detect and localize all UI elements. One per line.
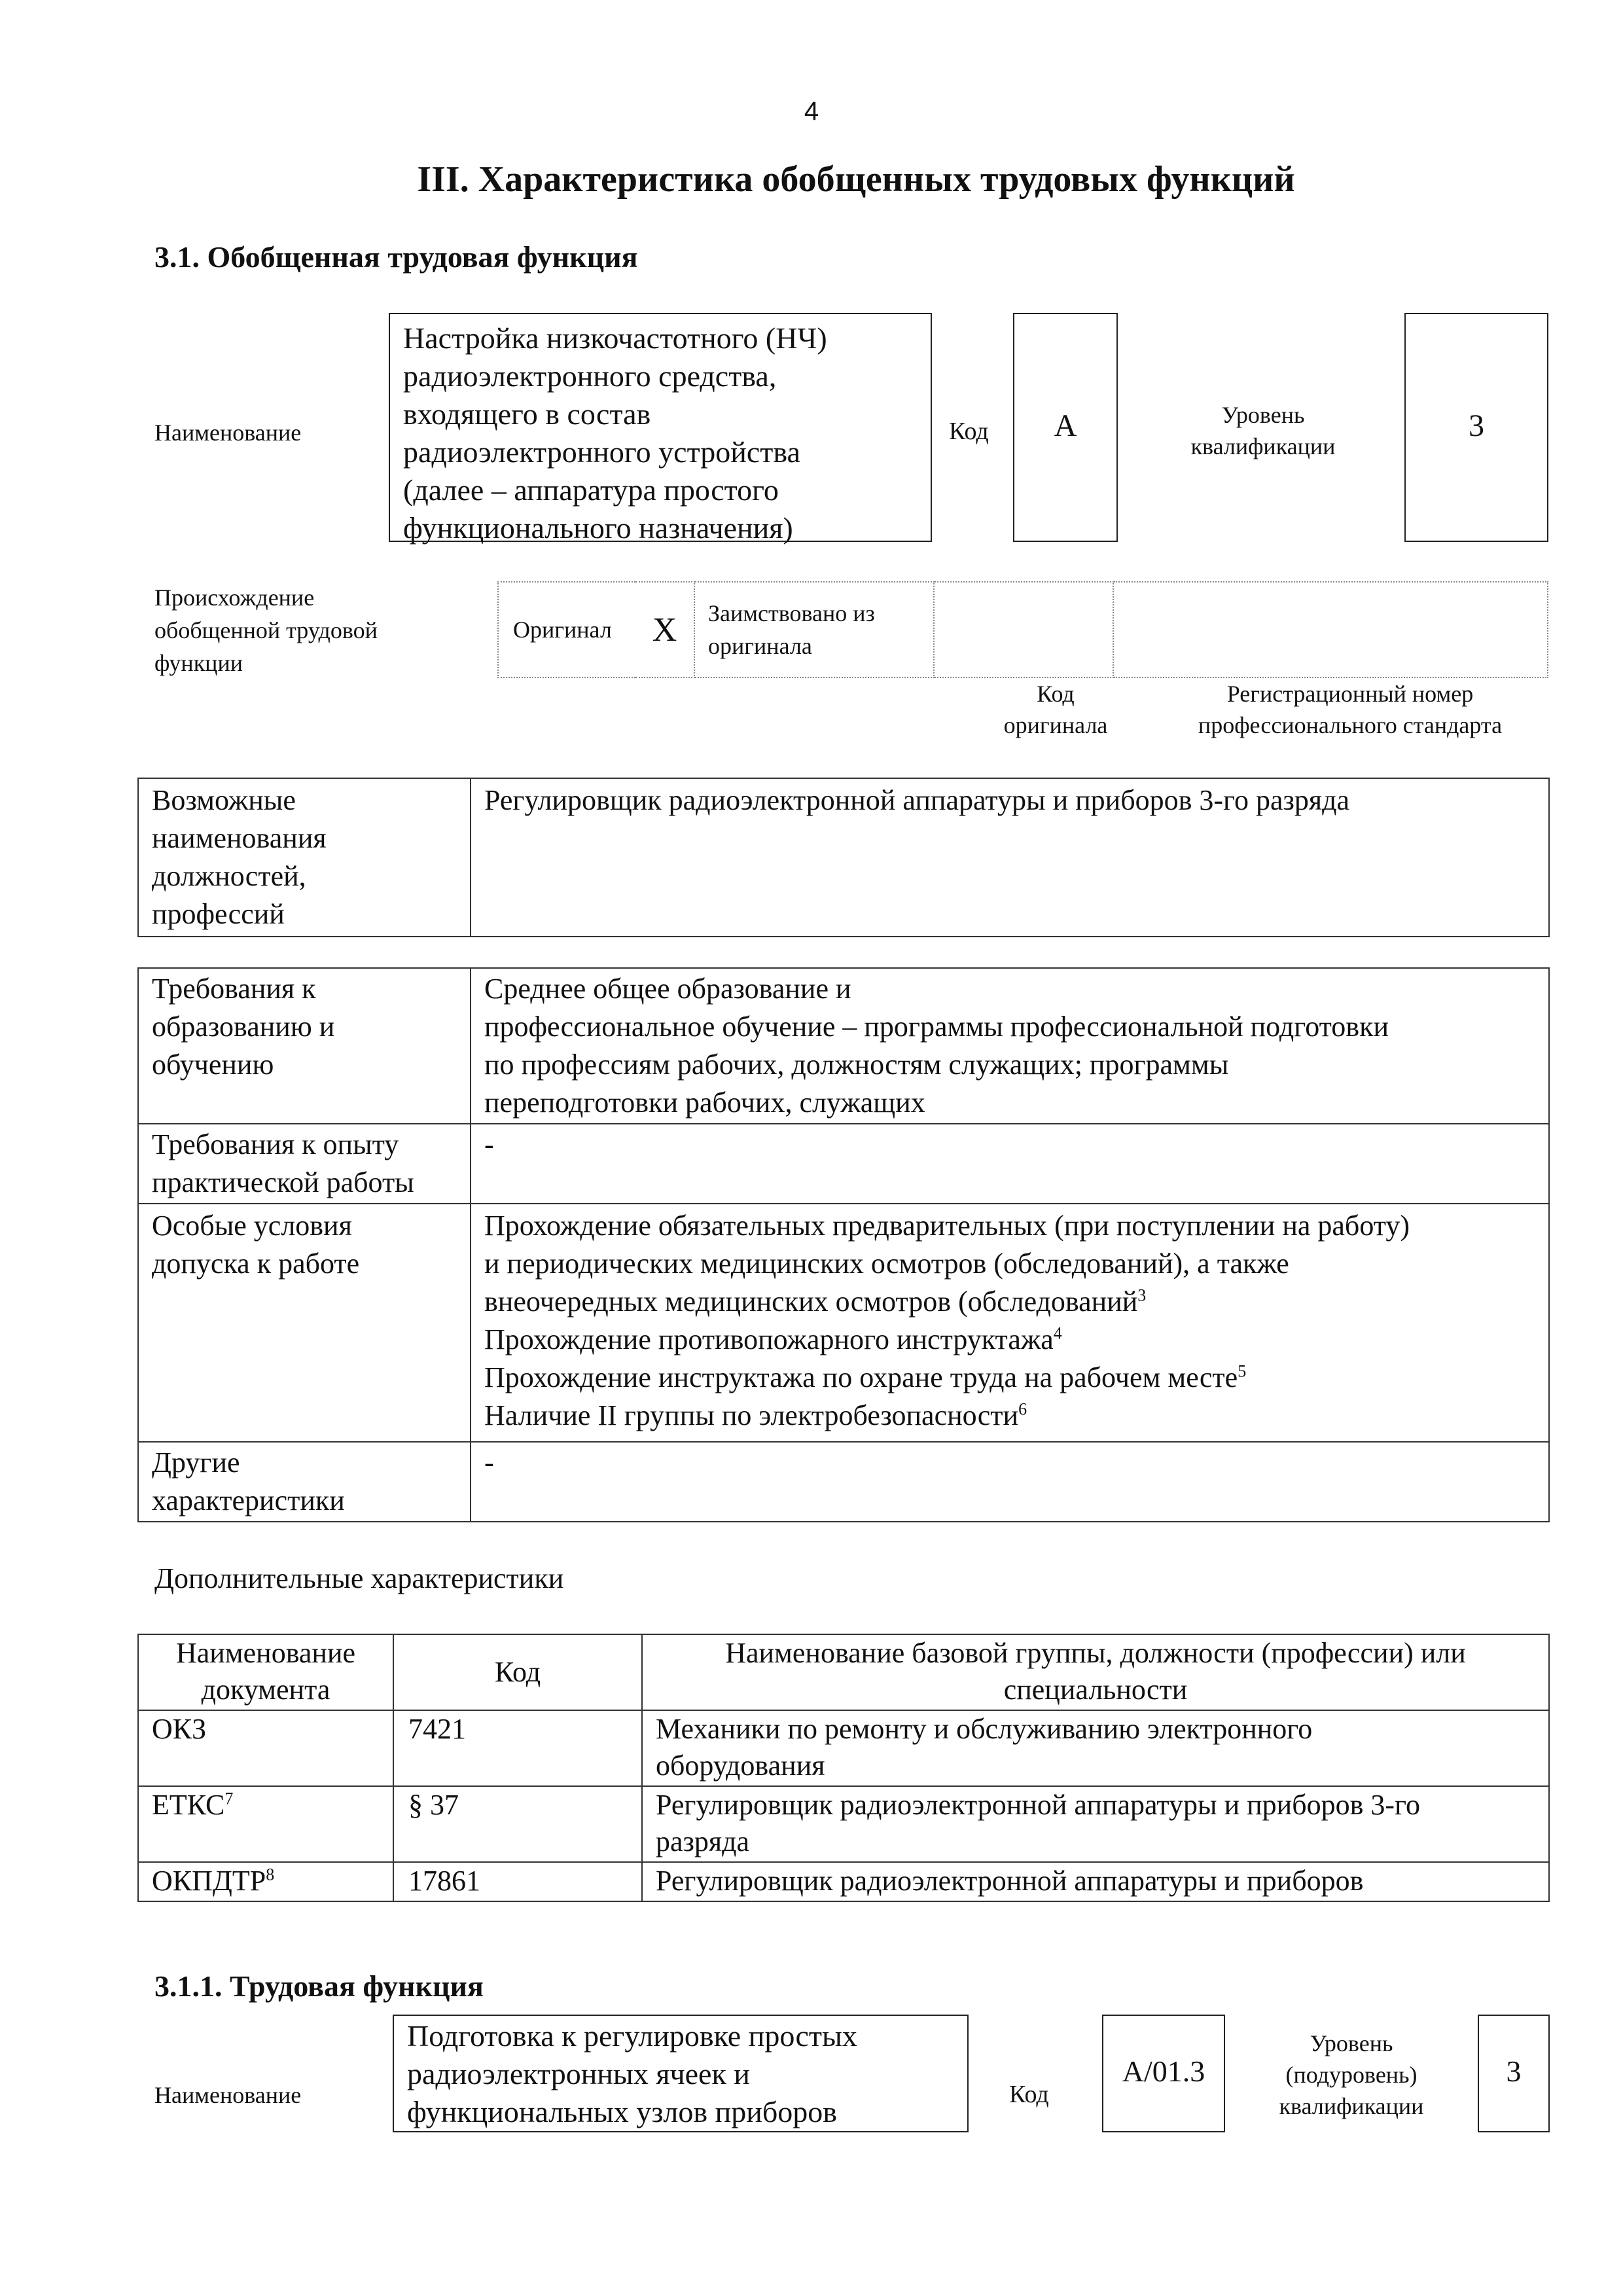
footnote-ref: 8 (266, 1865, 275, 1884)
text-line: и периодических медицинских осмотров (обследований), а также (484, 1247, 1289, 1280)
gtf-code-box (1013, 313, 1118, 542)
original-mark: Х (635, 582, 694, 677)
row-name-line: Механики по ремонту и обслуживанию электронного (656, 1713, 1313, 1745)
label-line: характеристики (152, 1484, 345, 1516)
origin-table (497, 581, 1548, 678)
positions-label-line: должностей, (152, 860, 306, 892)
origin-label-line: функции (154, 650, 243, 676)
label-line: допуска к работе (152, 1247, 360, 1280)
row-name-line: разряда (656, 1825, 750, 1857)
level-label-line: Уровень (1221, 402, 1305, 428)
level-label-line: квалификации (1190, 433, 1336, 459)
gtf-name-box (389, 313, 932, 545)
positions-value: Регулировщик радиоэлектронной аппаратуры и приборов 3-го разряда (471, 778, 1549, 937)
text-line: внеочередных медицинских осмотров (обследований$^3$ (484, 1285, 1147, 1318)
row-name (642, 1862, 1549, 1901)
additional-table (137, 1634, 1550, 1902)
gtf-name-line: функционального назначения) (403, 511, 793, 545)
level-label-line: квалификации (1279, 2093, 1424, 2119)
other-label (138, 1442, 471, 1522)
label-line: образованию и (152, 1011, 335, 1043)
label-line: обучению (152, 1049, 274, 1081)
positions-label-line: наименования (152, 822, 327, 854)
gtf-name-line: радиоэлектронного устройства (403, 435, 800, 469)
row-doc: ЕТКС$^7$ (138, 1786, 393, 1862)
education-label (138, 968, 471, 1124)
text-line: переподготовки рабочих, служащих (484, 1086, 925, 1119)
requirements-table (137, 967, 1550, 1522)
header-name (642, 1634, 1549, 1710)
subsection-title-3-1-1: 3.1.1. Трудовая функция (154, 1969, 484, 2003)
tf-name-line: Подготовка к регулировке простых (407, 2019, 857, 2053)
header-line: Наименование базовой группы, должности (профессии) или (725, 1637, 1466, 1669)
tf-code-label: Код (1009, 2081, 1049, 2108)
text-line: профессиональное обучение – программы профессиональной подготовки (484, 1011, 1389, 1043)
origin-label-line: Происхождение (154, 584, 315, 611)
original-code-cell (934, 582, 1113, 677)
text-line: Прохождение инструктажа по охране труда на рабочем месте$^5$ (484, 1361, 1247, 1393)
gtf-name-line: входящего в состав (403, 397, 651, 431)
tf-level-label (1243, 2028, 1459, 2122)
conditions-label (138, 1204, 471, 1442)
gtf-name-line: (далее – аппаратура простого (403, 473, 779, 507)
borrowed-label-line: оригинала (708, 633, 812, 659)
footnote-ref: 3 (1137, 1285, 1147, 1305)
row-doc: ОКПДТР$^8$ (138, 1862, 393, 1901)
gtf-level-box (1404, 313, 1548, 542)
tf-code-box (1102, 2015, 1225, 2132)
row-name-line: Регулировщик радиоэлектронной аппаратуры и приборов 3-го (656, 1789, 1420, 1821)
tf-name-line: радиоэлектронных ячеек и (407, 2057, 750, 2090)
tf-name-box (393, 2015, 969, 2132)
positions-label-line: Возможные (152, 784, 296, 816)
label-line: Требования к опыту (152, 1128, 399, 1160)
level-label-line: Уровень (1310, 2030, 1393, 2056)
label-line: практической работы (152, 1166, 414, 1198)
text-line: Среднее общее образование и (484, 973, 851, 1005)
name-label: Наименование (154, 420, 302, 446)
borrowed-label (694, 582, 934, 677)
header-line: документа (201, 1674, 330, 1706)
label-line: Другие (152, 1446, 240, 1479)
footnote-ref: 6 (1018, 1399, 1027, 1419)
row-code: § 37 (393, 1786, 642, 1862)
header-code: Код (393, 1634, 642, 1710)
footnote-ref: 4 (1053, 1323, 1062, 1343)
experience-value: - (471, 1124, 1549, 1204)
row-name (642, 1710, 1549, 1786)
footnote-ref: 5 (1238, 1361, 1247, 1381)
gtf-name-line: Настройка низкочастотного (НЧ) (403, 321, 827, 355)
tf-name-label: Наименование (154, 2082, 302, 2108)
row-name (642, 1786, 1549, 1862)
header-line: Наименование (175, 1637, 356, 1669)
row-code: 7421 (393, 1710, 642, 1786)
positions-label (138, 778, 471, 937)
tf-level-box (1478, 2015, 1550, 2132)
caption-line: Код (1037, 681, 1075, 707)
row-name-line: оборудования (656, 1749, 825, 1782)
positions-label-line: профессий (152, 898, 285, 930)
original-label: Оригинал (498, 582, 635, 677)
tf-level-value: 3 (1506, 2054, 1522, 2088)
gtf-level-value: 3 (1469, 408, 1484, 443)
label-line: Требования к (152, 973, 316, 1005)
education-value (471, 968, 1549, 1124)
experience-label (138, 1124, 471, 1204)
other-value: - (471, 1442, 1549, 1522)
text-line: Наличие II группы по электробезопасности$^6$ (484, 1399, 1027, 1431)
registration-number-caption (1152, 678, 1548, 741)
section-title: III. Характеристика обобщенных трудовых функций (417, 159, 1295, 200)
code-label: Код (949, 418, 989, 445)
header-line: специальности (1003, 1674, 1188, 1706)
positions-table (137, 778, 1550, 937)
caption-line: профессионального стандарта (1198, 712, 1503, 738)
text-line: Прохождение противопожарного инструктажа$^4$ (484, 1323, 1062, 1355)
caption-line: оригинала (1003, 712, 1108, 738)
caption-line: Регистрационный номер (1226, 681, 1474, 707)
origin-label-line: обобщенной трудовой (154, 617, 378, 643)
row-name-line: Регулировщик радиоэлектронной аппаратуры и приборов (656, 1865, 1364, 1897)
page-number: 4 (804, 97, 819, 126)
original-code-caption (966, 678, 1145, 741)
text-line: по профессиям рабочих, должностям служащих; программы (484, 1049, 1229, 1081)
registration-number-cell (1113, 582, 1548, 677)
tf-code-value: А/01.3 (1122, 2054, 1205, 2088)
origin-label (154, 581, 378, 679)
tf-name-line: функциональных узлов приборов (407, 2095, 837, 2128)
footnote-ref: 7 (224, 1789, 234, 1808)
gtf-name-line: радиоэлектронного средства, (403, 359, 777, 393)
label-line: Особые условия (152, 1210, 352, 1242)
text-line: Прохождение обязательных предварительных (при поступлении на работу) (484, 1210, 1410, 1242)
additional-title: Дополнительные характеристики (154, 1562, 564, 1594)
row-doc: ОКЗ (138, 1710, 393, 1786)
conditions-value (471, 1204, 1549, 1442)
gtf-code-value: А (1054, 408, 1077, 443)
level-label-line: (подуровень) (1285, 2062, 1418, 2088)
borrowed-label-line: Заимствовано из (708, 600, 875, 626)
header-doc (138, 1634, 393, 1710)
row-code: 17861 (393, 1862, 642, 1901)
subsection-title-3-1: 3.1. Обобщенная трудовая функция (154, 240, 638, 274)
level-label (1152, 399, 1374, 462)
